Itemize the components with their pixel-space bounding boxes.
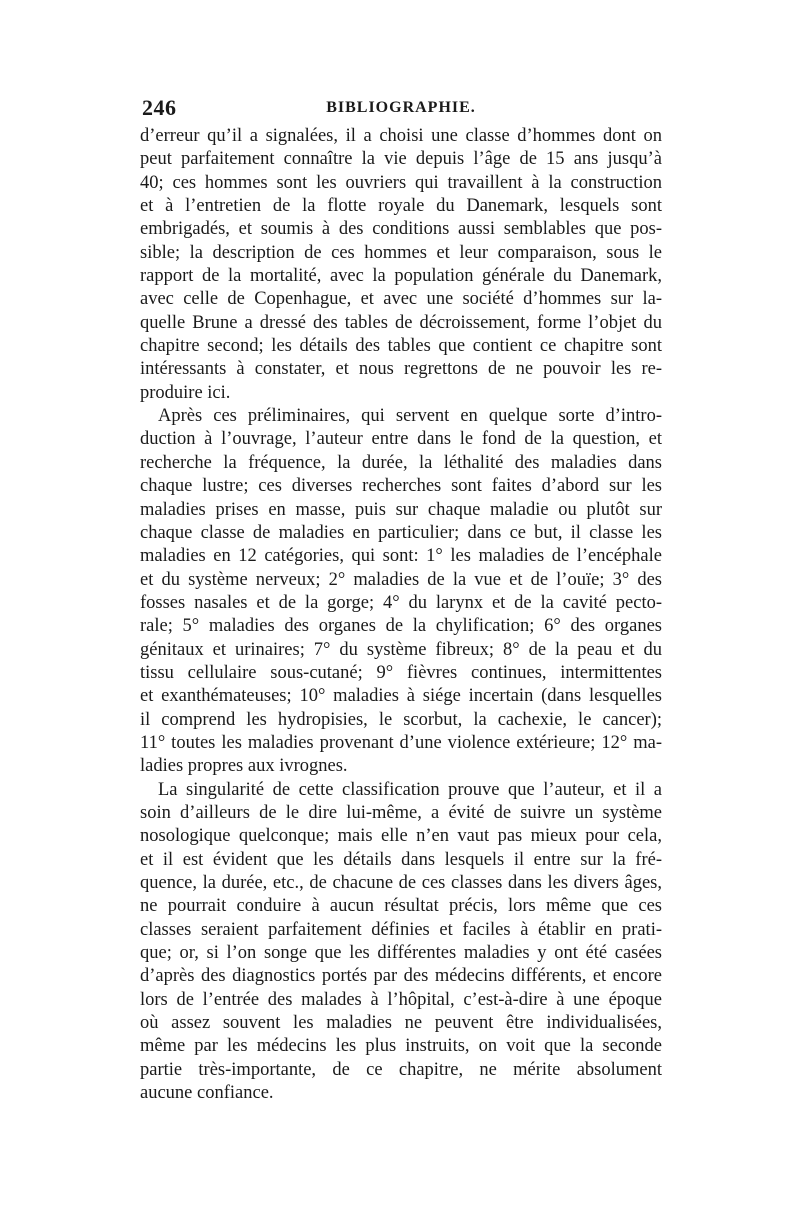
text-line: chaque classe de maladies en particulier; dans ce but, il classe les <box>140 522 662 543</box>
text-line: fosses nasales et de la gorge; 4° du larynx et de la cavité pecto- <box>140 592 662 613</box>
text-line: classes seraient parfaitement définies et faciles à établir en prati- <box>140 919 662 940</box>
text-line: chapitre second; les détails des tables que contient ce chapitre sont <box>140 336 662 357</box>
text-line: 11° toutes les maladies provenant d’une violence extérieure; 12° ma- <box>140 732 662 753</box>
text-line: ladies propres aux ivrognes. <box>140 756 348 777</box>
text-line: quence, la durée, etc., de chacune de ces classes dans les divers âges, <box>140 873 662 893</box>
paragraph <box>140 779 662 1106</box>
text-line: peut parfaitement connaître la vie depuis l’âge de 15 ans jusqu’à <box>140 149 662 170</box>
text-line: rapport de la mortalité, avec la population générale du Danemark, <box>140 266 662 287</box>
text-line: duction à l’ouvrage, l’auteur entre dans le fond de la question, et <box>140 429 662 450</box>
text-line: quelle Brune a dressé des tables de décroissement, forme l’objet du <box>140 312 662 333</box>
text-line: maladies en 12 catégories, qui sont: 1° les maladies de l’encéphale <box>140 546 662 567</box>
text-line: aucune confiance. <box>140 1083 274 1104</box>
text-line: tissu cellulaire sous-cutané; 9° fièvres continues, intermittentes <box>140 662 662 683</box>
text-line: que; or, si l’on songe que les différentes maladies y ont été casées <box>140 943 662 964</box>
paragraph <box>140 125 662 405</box>
text-line: d’après des diagnostics portés par des médecins différents, et encore <box>140 966 662 987</box>
text-line: avec celle de Copenhague, et avec une société d’hommes sur la- <box>140 289 662 310</box>
text-line: produire ici. <box>140 382 231 403</box>
text-line: sible; la description de ces hommes et leur comparaison, sous le <box>140 242 662 263</box>
text-line: nosologique quelconque; mais elle n’en vaut pas mieux pour cela, <box>140 826 662 847</box>
text-line: génitaux et urinaires; 7° du système fibreux; 8° de la peau et du <box>140 639 662 660</box>
running-title: BIBLIOGRAPHIE. <box>326 99 476 116</box>
paragraph <box>140 405 662 779</box>
text-line: soin d’ailleurs de le dire lui-même, a évité de suivre un système <box>140 802 662 823</box>
text-line: même par les médecins les plus instruits, on voit que la seconde <box>140 1036 662 1057</box>
text-line: ne pourrait conduire à aucun résultat précis, lors même que ces <box>140 896 662 917</box>
text-line: maladies prises en masse, puis sur chaque maladie ou plutôt sur <box>140 499 662 520</box>
text-line: chaque lustre; ces diverses recherches sont faites d’abord sur les <box>140 476 662 497</box>
text-line: 40; ces hommes sont les ouvriers qui travaillent à la construction <box>140 172 662 193</box>
text-line: rale; 5° maladies des organes de la chylification; 6° des organes <box>140 616 662 637</box>
text-line: recherche la fréquence, la durée, la léthalité des maladies dans <box>140 452 662 473</box>
text-line: d’erreur qu’il a signalées, il a choisi une classe d’hommes dont on <box>140 126 662 146</box>
text-line: et exanthémateuses; 10° maladies à siége incertain (dans lesquelles <box>140 686 662 707</box>
text-line: et à l’entretien de la flotte royale du Danemark, lesquels sont <box>140 196 662 217</box>
text-line: lors de l’entrée des malades à l’hôpital, c’est-à-dire à une époque <box>140 989 662 1010</box>
text-line: Après ces préliminaires, qui servent en quelque sorte d’intro- <box>158 406 662 427</box>
page-header <box>140 95 662 125</box>
text-line: il comprend les hydropisies, le scorbut, la cachexie, le cancer); <box>140 709 662 730</box>
book-page <box>140 95 662 1105</box>
text-line: et il est évident que les détails dans lesquels il entre sur la fré- <box>140 849 662 870</box>
text-line: où assez souvent les maladies ne peuvent être individualisées, <box>140 1013 662 1034</box>
text-line: intéressants à constater, et nous regrettons de ne pouvoir les re- <box>140 359 662 380</box>
text-line: embrigadés, et soumis à des conditions aussi semblables que pos- <box>140 219 662 240</box>
page-number: 246 <box>142 95 177 120</box>
text-line: partie très-importante, de ce chapitre, ne mérite absolument <box>140 1059 662 1080</box>
text-line: et du système nerveux; 2° maladies de la vue et de l’ouïe; 3° des <box>140 569 662 590</box>
body-text <box>140 125 662 1105</box>
text-line: La singularité de cette classification prouve que l’auteur, et il a <box>158 779 662 800</box>
